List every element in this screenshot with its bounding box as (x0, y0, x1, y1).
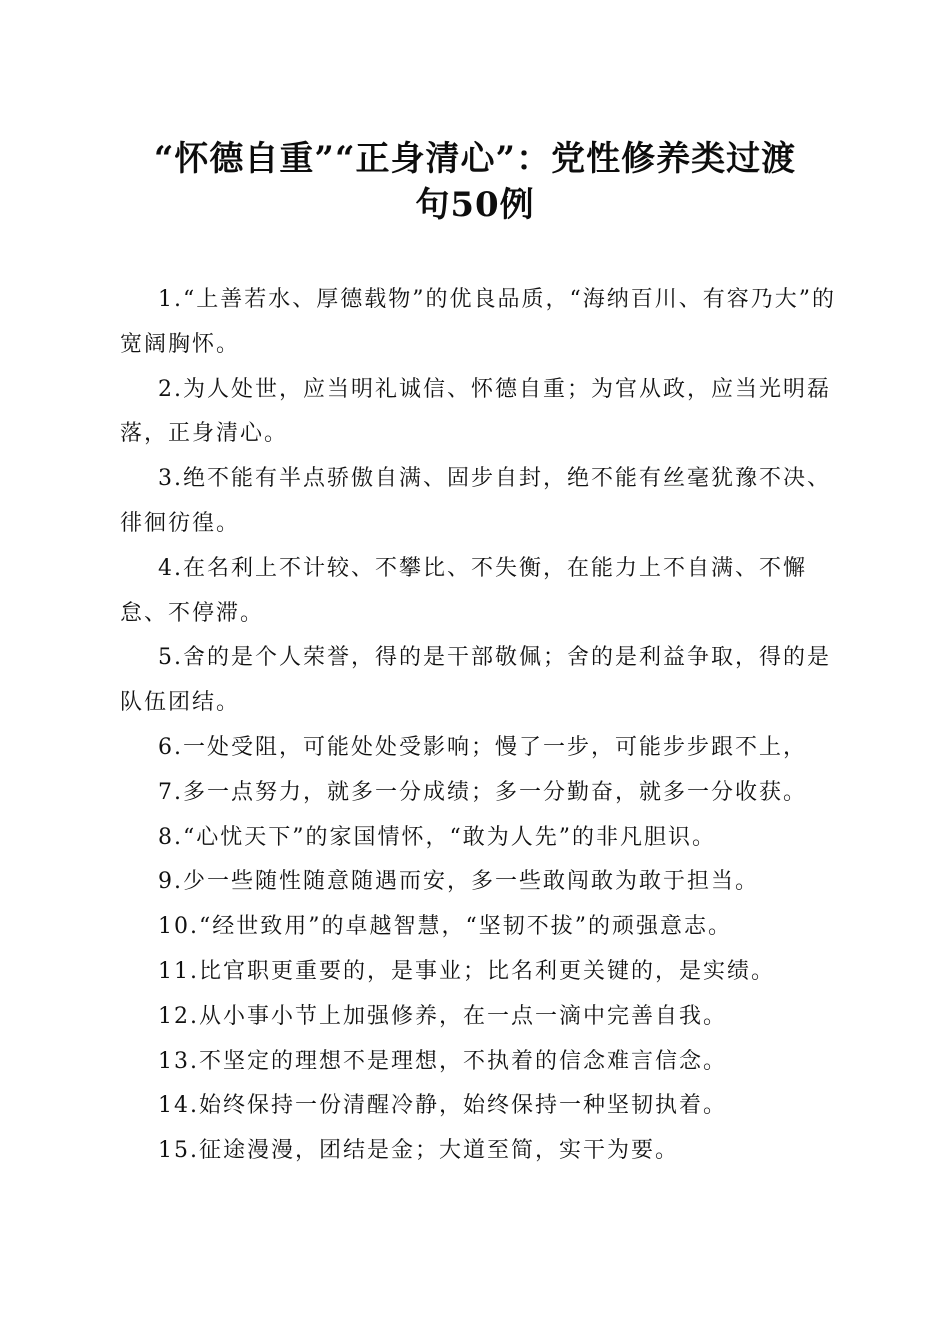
list-item: 8.“心忧天下”的家国情怀，“敢为人先”的非凡胆识。 (158, 824, 716, 850)
list-item: 11.比官职更重要的，是事业；比名利更关键的，是实绩。 (158, 958, 775, 984)
list-item: 6.一处受阻，可能处处受影响；慢了一步，可能步步跟不上， (158, 734, 807, 760)
list-item: 1.“上善若水、厚德载物”的优良品质，“海纳百川、有容乃大”的宽阔胸怀。 (120, 287, 836, 357)
list-item: 3.绝不能有半点骄傲自满、固步自封，绝不能有丝毫犹豫不决、徘徊彷徨。 (120, 466, 831, 536)
list-item: 2.为人处世，应当明礼诚信、怀德自重；为官从政，应当光明磊落，正身清心。 (120, 376, 831, 447)
list-item: 7.多一点努力，就多一分成绩；多一分勤奋，就多一分收获。 (158, 779, 807, 805)
list-item: 13.不坚定的理想不是理想，不执着的信念难言信念。 (158, 1048, 727, 1074)
list-item: 12.从小事小节上加强修养，在一点一滴中完善自我。 (158, 1003, 727, 1029)
document-title-line-1: “怀德自重”“正身清心”：党性修养类过渡 (153, 139, 797, 179)
list-item: 10.“经世致用”的卓越智慧，“坚韧不拔”的顽强意志。 (158, 914, 732, 940)
document-body (120, 278, 840, 1174)
list-item: 14.始终保持一份清醒冷静，始终保持一种坚韧执着。 (158, 1093, 727, 1119)
document-title-line-2: 句50例 (415, 185, 535, 225)
list-item: 9.少一些随性随意随遇而安，多一些敢闯敢为敢于担当。 (158, 869, 759, 895)
list-item: 5.舍的是个人荣誉，得的是干部敬佩；舍的是利益争取，得的是队伍团结。 (120, 645, 831, 716)
list-item: 15.征途漫漫，团结是金；大道至简，实干为要。 (158, 1138, 679, 1164)
list-item: 4.在名利上不计较、不攀比、不失衡，在能力上不自满、不懈怠、不停滞。 (120, 555, 807, 626)
